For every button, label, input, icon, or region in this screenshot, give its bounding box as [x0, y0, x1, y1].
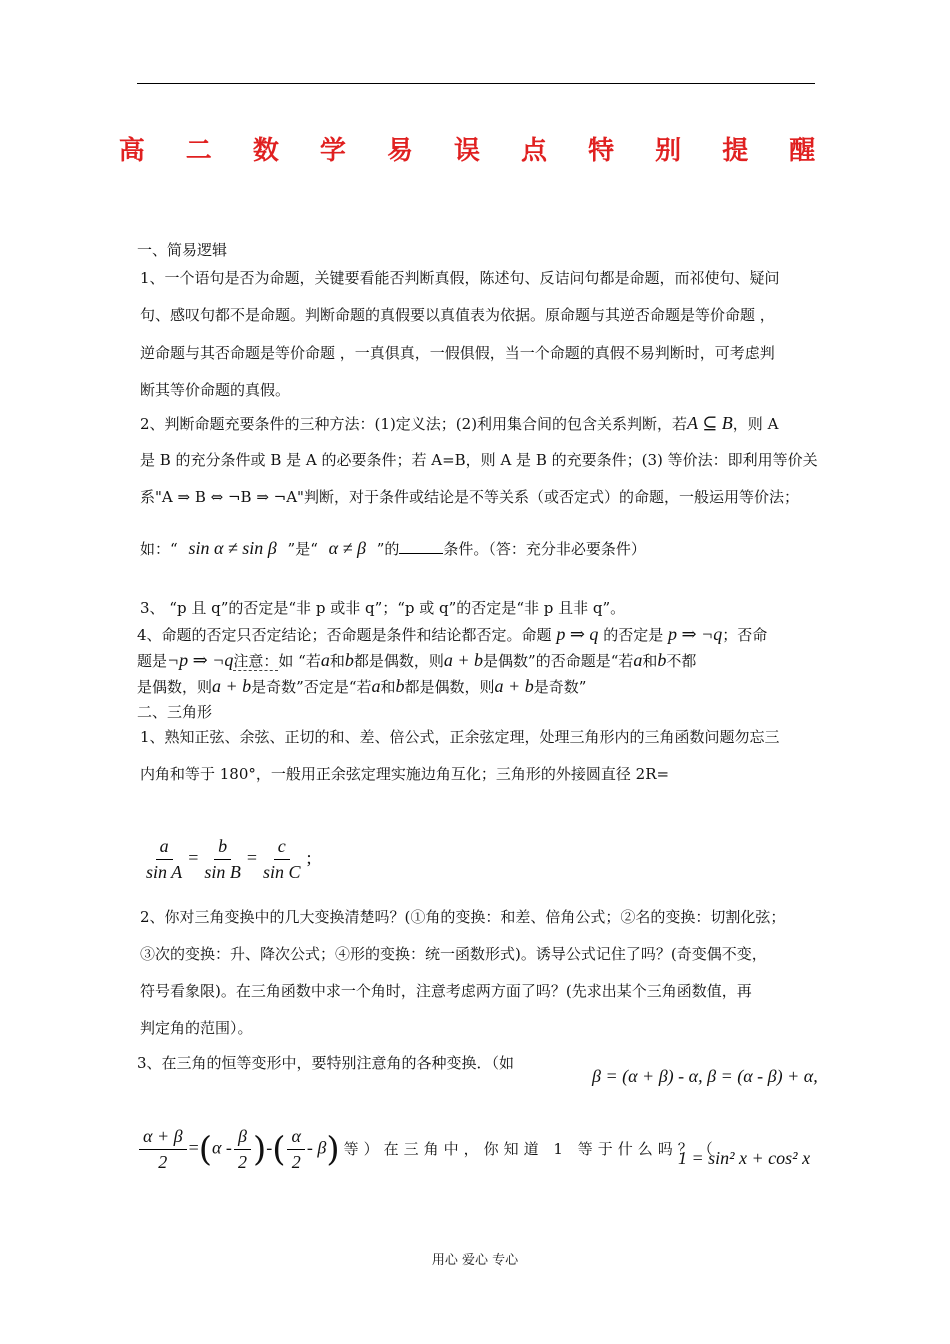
numerator: β: [234, 1126, 251, 1150]
equals-sign: =: [246, 847, 258, 868]
math-formula: α ≠ β: [328, 538, 366, 558]
paragraph-line: 判定角的范围）。: [140, 1019, 253, 1037]
math-var: a: [633, 650, 643, 670]
fraction: [259, 836, 305, 883]
denominator: 2: [237, 1152, 247, 1172]
math-formula: p ⇒ q: [556, 624, 599, 644]
math-formula: a + b: [212, 676, 252, 696]
text-span: 都是偶数，则: [404, 678, 495, 696]
math-term: α -: [211, 1137, 232, 1158]
text-span: 如 “若: [278, 652, 321, 670]
numerator: c: [274, 836, 290, 860]
math-var: b: [657, 650, 667, 670]
section-heading-triangle: 二、三角形: [137, 703, 213, 721]
text-span: 和: [329, 652, 345, 670]
paragraph-line: 1、熟知正弦、余弦、正切的和、差、倍公式，正余弦定理，处理三角形内的三角函数问题勿忘三: [140, 728, 780, 746]
math-formula: a + b: [443, 650, 484, 670]
paragraph-line: [137, 650, 696, 671]
text-span: 等）在三角中，你知道 1 等于什么吗？（: [343, 1139, 718, 1158]
paragraph-line: 句、感叹句都不是命题。判断命题的真假要以真值表为依据。原命题与其逆否命题是等价命题 ，: [140, 306, 775, 324]
fraction: [287, 1126, 304, 1173]
paragraph-line: 内角和等于 180°，一般用正余弦定理实施边角互化；三角形的外接圆直径 2R=: [140, 765, 670, 783]
math-term: - β: [306, 1137, 327, 1158]
fraction: [139, 1126, 187, 1173]
paragraph-line: [137, 624, 767, 645]
equals-sign: =: [188, 1137, 199, 1158]
math-formula: A ⊆ B: [687, 413, 733, 433]
page-footer: 用心 爱心 专心: [431, 1253, 519, 1268]
right-paren: ): [326, 1129, 340, 1170]
paragraph-line: [137, 676, 586, 697]
minus-sign: -: [266, 1137, 273, 1158]
paragraph-line: 是 B 的充分条件或 B 是 A 的必要条件；若 A=B，则 A 是 B 的充要条件；(3) 等价法：即利用等价关: [140, 451, 818, 469]
header-rule: [137, 83, 815, 84]
right-paren: ): [252, 1129, 267, 1170]
paragraph-line: 2、你对三角变换中的几大变换清楚吗？(①角的变换：和差、倍角公式；②名的变换：切割化弦；: [140, 908, 786, 926]
paragraph-line: 1、一个语句是否为命题，关键要看能否判断真假，陈述句、反诘问句都是命题，而祁使句、疑问: [140, 269, 780, 287]
half-angle-formula: [137, 1126, 718, 1173]
text-span: 是偶数”的否命题是“若: [483, 652, 634, 670]
text-span: 如：“: [140, 540, 178, 558]
text-span: 是奇数”否定是“若: [251, 678, 372, 696]
text-span: 和: [380, 678, 396, 696]
semicolon: ;: [306, 847, 312, 868]
text-span: 不都: [666, 652, 697, 670]
text-span: 和: [642, 652, 658, 670]
text-span: ”的: [376, 540, 400, 558]
denominator: 2: [158, 1152, 168, 1172]
denominator: sin C: [263, 862, 301, 882]
denominator: sin A: [146, 862, 183, 882]
text-span: 条件。（答：充分非必要条件）: [443, 540, 646, 558]
law-of-sines-formula: [140, 836, 312, 883]
paragraph-line: 断其等价命题的真假。: [140, 381, 291, 399]
math-var: a: [320, 650, 330, 670]
equals-sign: =: [188, 847, 199, 868]
math-formula: [592, 1066, 818, 1087]
fraction: [234, 1126, 251, 1173]
paragraph-line: 3、在三角的恒等变形中，要特别注意角的各种变换．（如: [137, 1054, 515, 1072]
paragraph-line: 符号看象限)。在三角函数中求一个角时，注意考虑两方面了吗？(先求出某个三角函数值，再: [140, 982, 752, 1000]
fraction: [142, 836, 186, 883]
angle-transform-formula: β = (α + β) - α, β = (α - β) + α,: [592, 1066, 818, 1086]
paragraph-line: 逆命题与其否命题是等价命题 ，一真俱真，一假俱假，当一个命题的真假不易判断时，可考虑判: [140, 344, 775, 362]
example-line: [140, 538, 646, 559]
math-var: a: [371, 676, 381, 696]
numerator: α + β: [139, 1126, 187, 1150]
math-formula: ¬p ⇒ ¬q: [167, 650, 234, 670]
text-span: 是偶数，则: [137, 678, 213, 696]
answer-blank: [399, 539, 443, 554]
paragraph-line: ③次的变换：升、降次公式；④形的变换：统一函数形式)。诱导公式记住了吗？(奇变偶不变，: [140, 945, 767, 963]
section-heading-logic: 一、简易逻辑: [137, 241, 228, 259]
text-span: ；否命: [722, 626, 768, 644]
text-span: 4、命题的否定只否定结论；否命题是条件和结论都否定。命题: [137, 626, 552, 644]
text-span: 注意：: [233, 652, 279, 670]
denominator: 2: [291, 1152, 301, 1172]
math-formula: [678, 1148, 810, 1169]
paragraph-line: 系"A ⇒ B ⇔ ¬B ⇒ ¬A"判断，对于条件或结论是不等关系（或否定式）的命题，一般运用等价法；: [140, 488, 799, 506]
math-var: b: [344, 650, 354, 670]
paragraph-line: 3、 “p 且 q”的否定是“非 p 或非 q”；“p 或 q”的否定是“非 p 且非 q”。: [140, 599, 626, 617]
numerator: α: [287, 1126, 304, 1150]
text-span: 2、判断命题充要条件的三种方法：(1)定义法；(2)利用集合间的包含关系判断，若: [140, 415, 688, 433]
left-paren: (: [272, 1129, 286, 1170]
numerator: a: [156, 836, 173, 860]
math-formula: p ⇒ ¬q: [668, 624, 723, 644]
math-var: b: [395, 676, 405, 696]
math-formula: sin α ≠ sin β: [188, 538, 277, 558]
numerator: b: [214, 836, 231, 860]
text-span: 都是偶数，则: [353, 652, 444, 670]
fraction: [200, 836, 245, 883]
text-span: 是奇数”: [533, 678, 587, 696]
page-title: 高 二 数 学 易 误 点 特 别 提 醒: [118, 136, 832, 166]
text-span: ，则 A: [732, 415, 779, 433]
left-paren: (: [198, 1129, 212, 1170]
text-span: ”是“: [287, 540, 318, 558]
denominator: sin B: [204, 862, 241, 882]
trig-identity-formula: 1 = sin² x + cos² x: [678, 1148, 811, 1168]
text-span: 题是: [137, 652, 168, 670]
paragraph-line: [140, 413, 778, 434]
math-formula: a + b: [494, 676, 534, 696]
text-span: 的否定是: [603, 626, 664, 644]
